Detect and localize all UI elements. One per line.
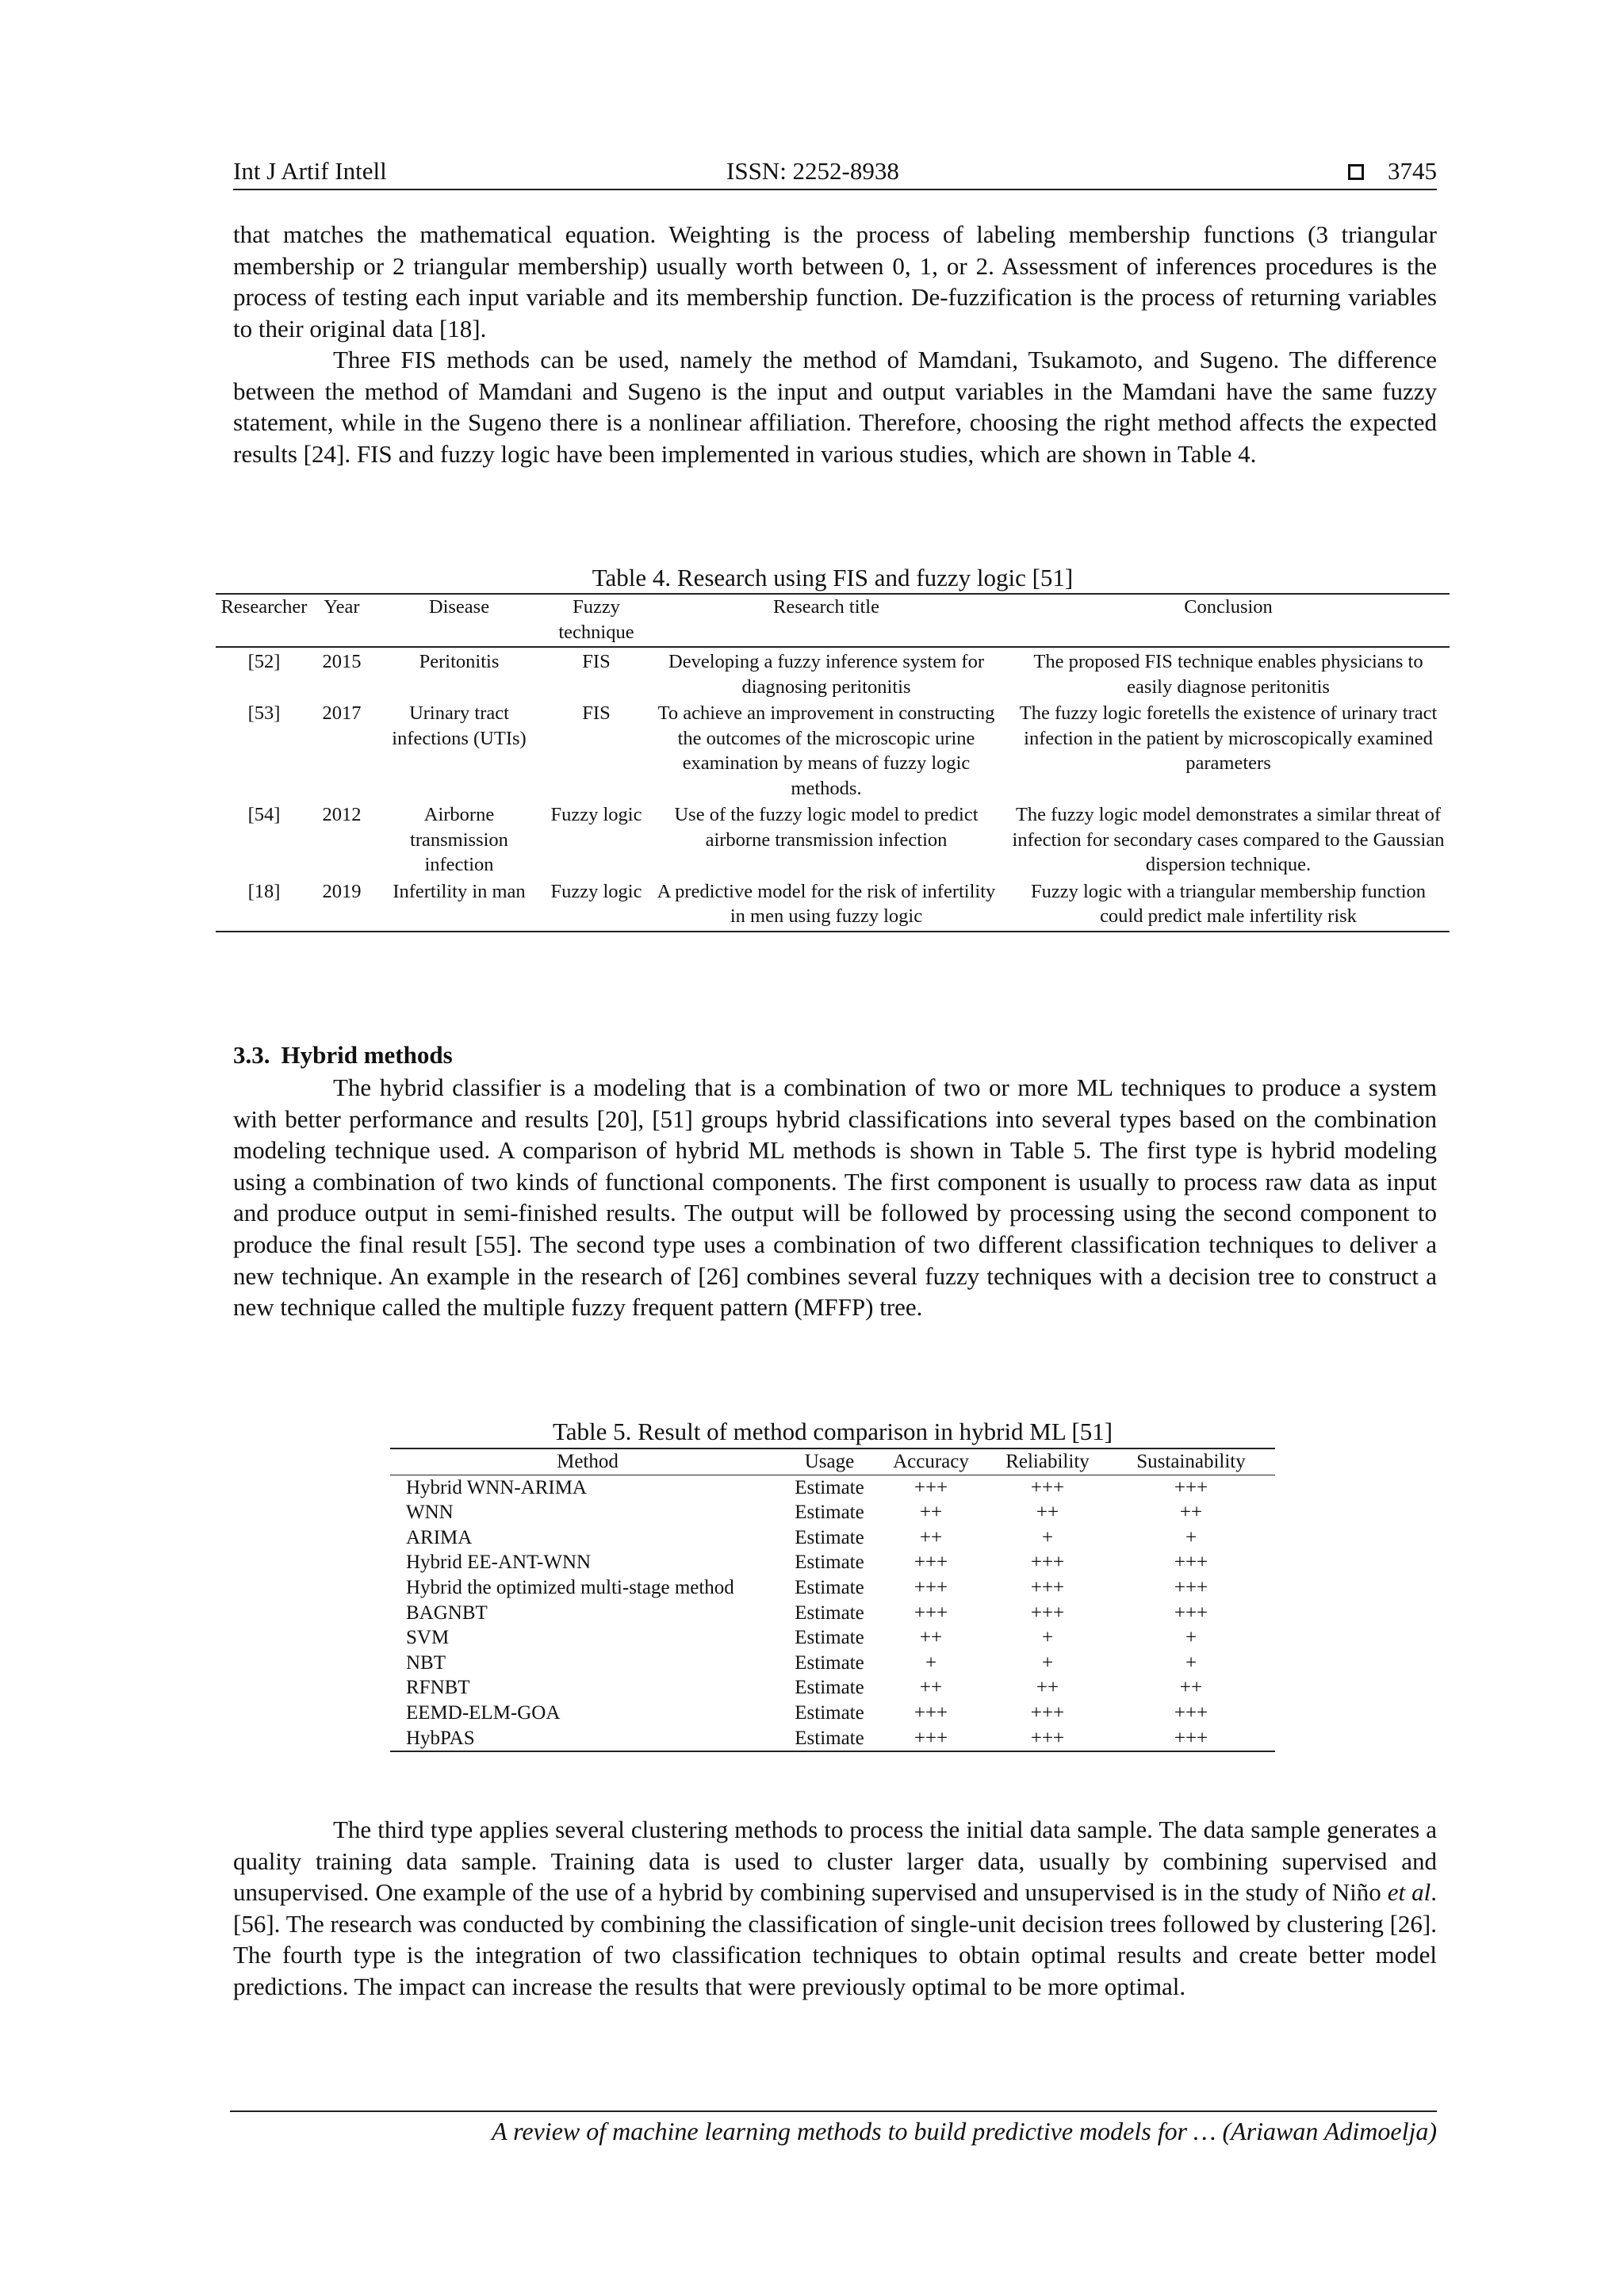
table-cell: To achieve an improvement in constructing the outcomes of the microscopic urine examination by means of fuzzy logic methods. (657, 702, 995, 799)
table-cell: Estimate (795, 1476, 864, 1498)
column-header: Accuracy (874, 1448, 988, 1475)
table-cell: ++ (1179, 1677, 1203, 1699)
table-cell: Estimate (795, 1552, 864, 1574)
table-cell: SVM (406, 1627, 450, 1649)
table-cell: The proposed FIS technique enables physicians to easily diagnose peritonitis (1033, 651, 1423, 698)
table-cell: + (1185, 1526, 1197, 1548)
paragraph-3: The hybrid classifier is a modeling that is a combination of two or more ML techniques to produce a system with better performance and results [20], [51] groups hybrid classifications into several types based on the combination modeling technique used. A comparison of hybrid ML methods is shown in Table 5. The first type is hybrid modeling using a combination of two kinds of functional components. The first component is usually to process raw data as input and produce output in semi-finished results. The output will be followed by processing using the second component to produce the final result [55]. The second type uses a combination of two different classification techniques to deliver a new technique. An example in the research of [26] combines several fuzzy techniques with a decision tree to construct a new technique called the multiple fuzzy frequent pattern (MFFP) tree. (233, 1073, 1437, 1322)
table-header-row (216, 594, 1450, 647)
table-row (390, 1550, 1275, 1575)
table-row (390, 1675, 1275, 1701)
square-bullet-icon (1348, 164, 1364, 180)
table-cell: +++ (914, 1552, 948, 1574)
table-cell: Hybrid the optimized multi-stage method (406, 1576, 734, 1598)
table-cell: 2015 (322, 651, 362, 672)
table-cell: Hybrid WNN-ARIMA (406, 1476, 587, 1498)
table-cell: ++ (919, 1677, 943, 1699)
section-heading (233, 1041, 453, 1070)
table-cell: +++ (1030, 1552, 1065, 1574)
table-cell: HybPAS (390, 1726, 785, 1752)
table-cell: ++ (1036, 1677, 1059, 1699)
table-cell: ++ (1179, 1502, 1203, 1524)
table-row (216, 801, 1450, 878)
table-cell: Urinary tract infections (UTIs) (392, 702, 527, 749)
table-cell: +++ (1174, 1701, 1208, 1724)
page-number-group (1348, 157, 1437, 186)
table-cell: Estimate (795, 1677, 864, 1699)
table-cell: RFNBT (406, 1677, 470, 1699)
table-cell: ARIMA (406, 1526, 473, 1548)
footer-rule (230, 2110, 1437, 2112)
table-cell: Estimate (785, 1726, 874, 1752)
table-cell: +++ (914, 1601, 948, 1624)
table-cell: +++ (1030, 1576, 1065, 1598)
table-cell: + (1041, 1627, 1054, 1649)
table-cell: +++ (914, 1476, 948, 1498)
table-cell: +++ (1174, 1476, 1208, 1498)
table-cell: NBT (406, 1651, 446, 1674)
column-header: Research title (645, 594, 1007, 647)
table-cell: [18] (216, 878, 312, 932)
table-cell: Use of the fuzzy logic model to predict airborne transmission infection (674, 804, 979, 851)
column-header: Reliability (988, 1448, 1107, 1475)
table-cell: Developing a fuzzy inference system for diagnosing peritonitis (668, 651, 984, 698)
table-cell: +++ (988, 1726, 1107, 1752)
table-row (390, 1651, 1275, 1676)
table-cell: The fuzzy logic model demonstrates a similar threat of infection for secondary cases compared to the Gaussian dispersion technique. (1012, 804, 1445, 875)
table-cell: 2019 (312, 878, 371, 932)
table-4-caption: Table 4. Research using FIS and fuzzy logic [51] (592, 564, 1074, 591)
table-cell: WNN (406, 1502, 454, 1524)
table-row (390, 1500, 1275, 1525)
column-header: Disease (371, 594, 547, 647)
table-row (216, 878, 1450, 932)
table-row (390, 1475, 1275, 1500)
table-cell: +++ (1030, 1701, 1065, 1724)
table-cell: [54] (247, 804, 281, 825)
table-cell: + (1185, 1627, 1197, 1649)
table-row (390, 1601, 1275, 1626)
table-cell: FIS (582, 702, 611, 724)
table-cell: +++ (1174, 1601, 1208, 1624)
table-cell: +++ (1030, 1601, 1065, 1624)
table-cell: Infertility in man (371, 878, 547, 932)
table-cell: +++ (914, 1576, 948, 1598)
table-cell: EEMD-ELM-GOA (406, 1701, 561, 1724)
journal-name: Int J Artif Intell (233, 157, 387, 185)
table-cell: Estimate (795, 1651, 864, 1674)
column-header: Year (312, 594, 371, 647)
table-cell: [52] (247, 651, 281, 672)
table-row (216, 647, 1450, 699)
table-cell: + (1041, 1651, 1054, 1674)
section-number: 3.3. (233, 1041, 270, 1069)
column-header: Sustainability (1107, 1448, 1275, 1475)
table-cell: 2012 (322, 804, 362, 825)
table-cell: FIS (582, 651, 611, 672)
table-cell: Fuzzy logic (547, 878, 645, 932)
table-cell: Fuzzy logic (550, 804, 642, 825)
table-cell: A predictive model for the risk of infertility in men using fuzzy logic (645, 878, 1007, 932)
table-cell: +++ (874, 1726, 988, 1752)
table-cell: 2017 (322, 702, 362, 724)
table-cell: Estimate (795, 1701, 864, 1724)
table-cell: Airborne transmission infection (410, 804, 508, 875)
table-cell: + (925, 1651, 937, 1674)
table-cell: +++ (1174, 1576, 1208, 1598)
table-5 (390, 1448, 1275, 1752)
table-cell: + (1041, 1526, 1054, 1548)
table-cell: Hybrid EE-ANT-WNN (406, 1552, 592, 1574)
paragraph-4-text: The third type applies several clustering methods to process the initial data sample. The data sample generates a quality training data sample. Training data is used to cluster larger data, usually by combining supervised and unsupervised. One example of the use of a hybrid by combining supervised and unsupervised is in the study of Niño (233, 1816, 1437, 1907)
column-header: Conclusion (1007, 594, 1450, 647)
paragraph-4-text: . [56]. The research was conducted by combining the classification of single-unit decision trees followed by clustering [26]. The fourth type is the integration of two classification techniques to obtain optimal results and create better model predictions. The impact can increase the results that were previously optimal to be more optimal. (233, 1878, 1437, 2000)
table-cell: Estimate (795, 1502, 864, 1524)
paragraph-1: that matches the mathematical equation. Weighting is the process of labeling membership functions (3 triangular membership or 2 triangular membership) usually worth between 0, 1, or 2. Assessment of inferences procedures is the process of testing each input variable and its membership function. De-fuzzification is the process of returning variables to their original data [18]. (233, 220, 1437, 342)
paragraph-4 (233, 1814, 1437, 2003)
table-cell: + (1185, 1651, 1197, 1674)
running-footer: A review of machine learning methods to build predictive models for … (Ariawan Adimoelja) (492, 2117, 1437, 2145)
table-header-row (390, 1448, 1275, 1475)
table-cell: BAGNBT (406, 1601, 488, 1624)
table-cell: ++ (919, 1627, 943, 1649)
table-row (390, 1701, 1275, 1726)
paragraph-4-italic: et al (1387, 1878, 1431, 1907)
column-header: Method (390, 1448, 785, 1475)
section-title: Hybrid methods (281, 1041, 453, 1069)
running-header (233, 154, 1437, 190)
table-cell: ++ (919, 1502, 943, 1524)
table-row (390, 1726, 1275, 1752)
table-cell: Estimate (795, 1526, 864, 1548)
table-cell: Fuzzy logic with a triangular membership function could predict male infertility risk (1007, 878, 1450, 932)
table-row (390, 1525, 1275, 1551)
table-cell: ++ (919, 1526, 943, 1548)
table-cell: ++ (1036, 1502, 1059, 1524)
paragraph-2: Three FIS methods can be used, namely the method of Mamdani, Tsukamoto, and Sugeno. The difference between the method of Mamdani and Sugeno is the input and output variables in the Mamdani have the same fuzzy statement, while in the Sugeno there is a nonlinear affiliation. Therefore, choosing the right method affects the expected results [24]. FIS and fuzzy logic have been implemented in various studies, which are shown in Table 4. (233, 346, 1437, 468)
table-5-caption: Table 5. Result of method comparison in hybrid ML [51] (552, 1418, 1113, 1445)
table-cell: Estimate (795, 1576, 864, 1598)
table-row (390, 1625, 1275, 1651)
table-cell: +++ (914, 1701, 948, 1724)
table-4 (216, 593, 1450, 932)
page-number: 3745 (1388, 157, 1437, 185)
table-cell: Estimate (795, 1627, 864, 1649)
table-cell: +++ (1107, 1726, 1275, 1752)
table-row (390, 1575, 1275, 1601)
column-header: Researcher (216, 594, 312, 647)
column-header: Usage (785, 1448, 874, 1475)
column-header: Fuzzy technique (547, 594, 645, 647)
table-row (216, 699, 1450, 801)
issn: ISSN: 2252-8938 (726, 157, 899, 185)
table-cell: Estimate (795, 1601, 864, 1624)
table-cell: [53] (247, 702, 281, 724)
table-cell: +++ (1174, 1552, 1208, 1574)
table-cell: +++ (1030, 1476, 1065, 1498)
table-cell: The fuzzy logic foretells the existence of urinary tract infection in the patient by microscopically examined parameters (1019, 702, 1438, 774)
table-cell: Peritonitis (419, 651, 500, 672)
